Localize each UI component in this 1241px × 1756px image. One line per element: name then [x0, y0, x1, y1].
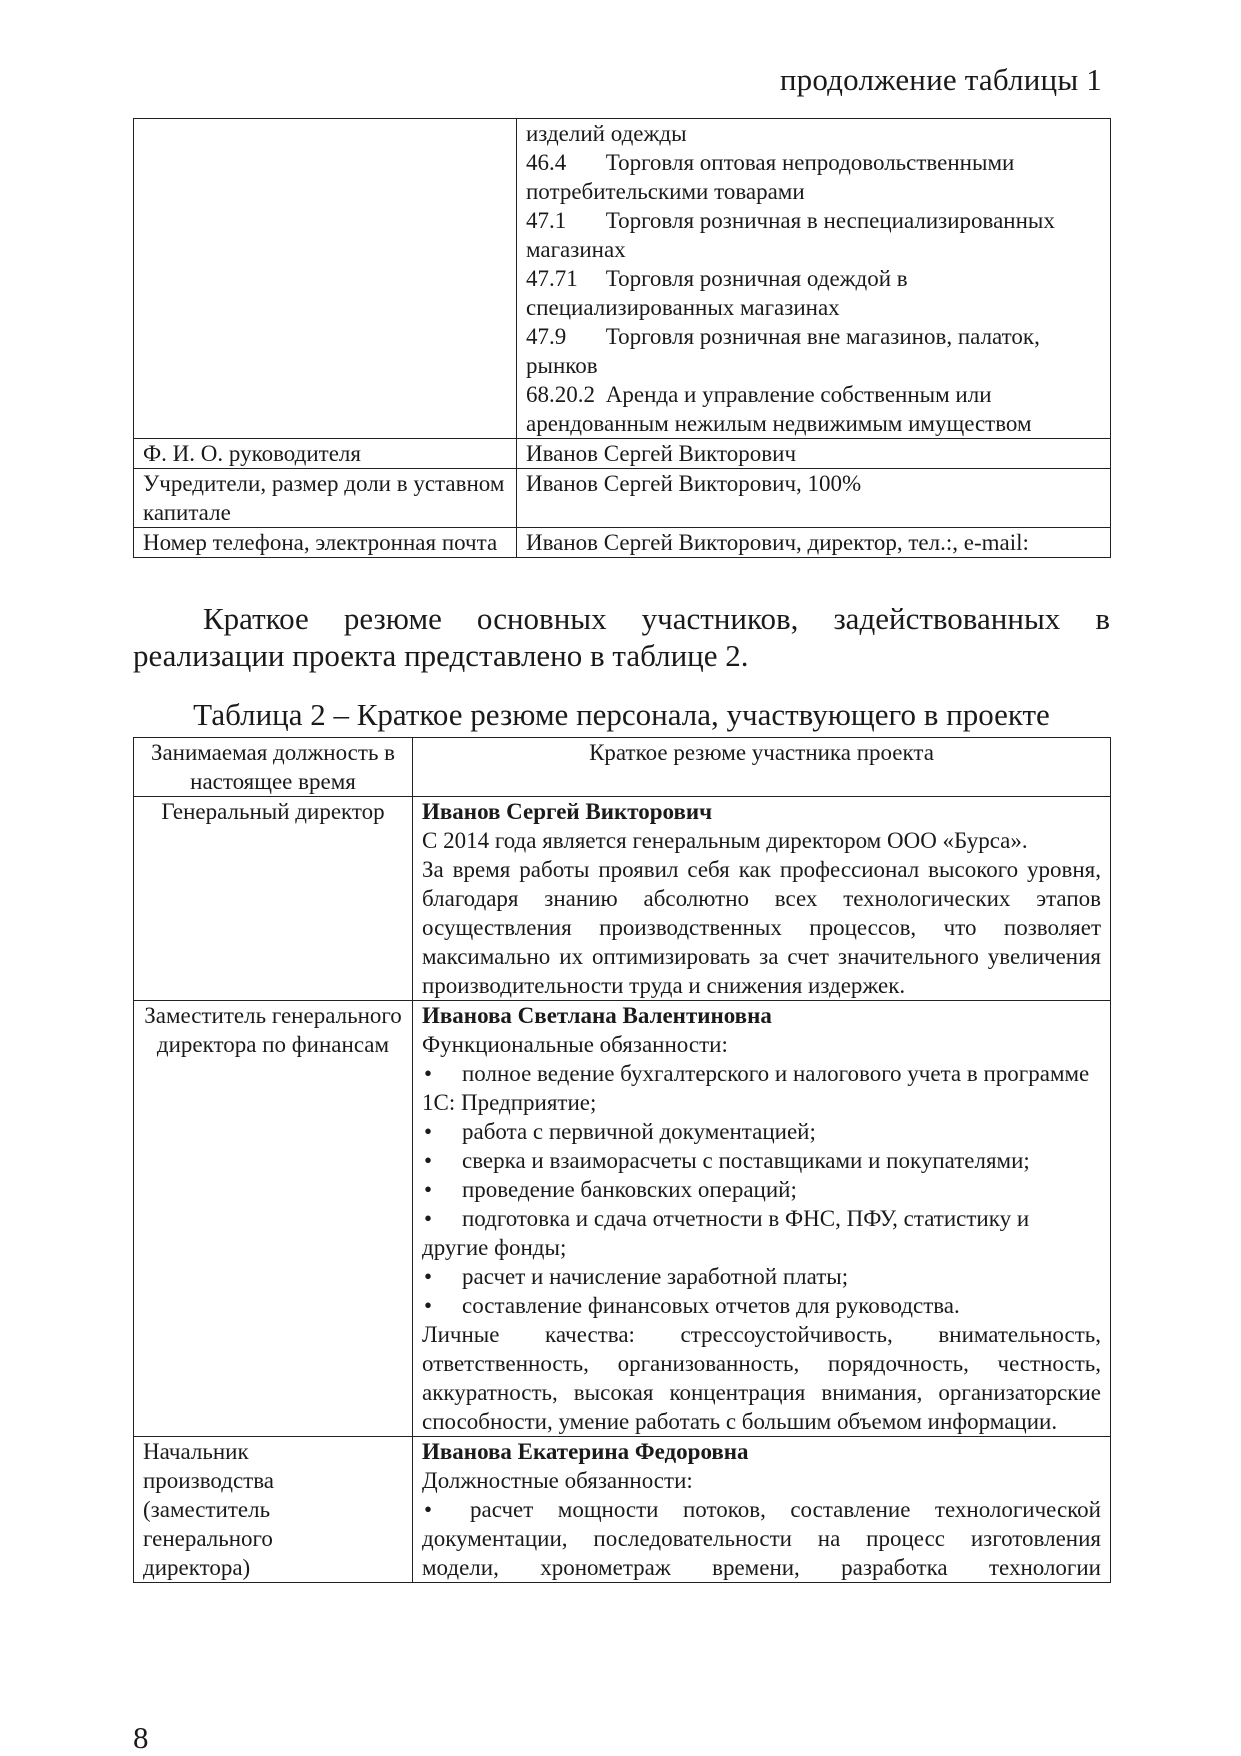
- okved-text: Торговля розничная одеждой в специализированных магазинах: [526, 266, 908, 320]
- okved-text: Торговля розничная в неспециализированных магазинах: [526, 208, 1055, 262]
- table-2-personnel: [133, 737, 1111, 1583]
- bullet-icon: •: [424, 1264, 433, 1289]
- list-item-text: работа с первичной документацией;: [462, 1119, 816, 1144]
- table-row: [134, 797, 1111, 1001]
- okved-code: 47.1: [526, 208, 567, 233]
- okved-text: Торговля оптовая непродовольственными потребительскими товарами: [526, 150, 1015, 204]
- resume-text: За время работы проявил себя как профессионал высокого уровня, благодаря знанию абсолютно всех технологических этапов осуществления производственных процессов, что позволяет максимально их оптимизировать за счет значительного увеличения производительности труда и снижения издержек.: [422, 857, 1101, 998]
- personal-qualities: Личные качества: стрессоустойчивость, внимательность, ответственность, организованность, порядочность, честность, аккуратность, высокая концентрация внимания, организаторские способности, умение работать с большим объемом информации.: [422, 1322, 1101, 1434]
- position-cell: Генеральный директор: [134, 797, 413, 1001]
- duties-title: Функциональные обязанности:: [422, 1032, 728, 1057]
- bullet-icon: •: [424, 1206, 433, 1231]
- okved-code: 46.4: [526, 150, 567, 175]
- table-row: [134, 1437, 1111, 1583]
- okved-item: [526, 264, 1101, 322]
- duties-title: Должностные обязанности:: [422, 1468, 693, 1493]
- bullet-icon: •: [424, 1119, 433, 1144]
- okved-item: [526, 380, 1101, 438]
- okved-text: Торговля розничная вне магазинов, палаток, рынков: [526, 324, 1040, 378]
- list-item: [422, 1175, 1101, 1204]
- continuation-label: продолжение таблицы 1: [779, 62, 1102, 97]
- position-cell: Начальник производства (заместитель генерального директора): [134, 1437, 413, 1583]
- resume-line: С 2014 года является генеральным директором ООО «Бурса».: [422, 828, 1028, 853]
- bullet-icon: •: [424, 1497, 433, 1522]
- list-item-text: проведение банковских операций;: [462, 1177, 797, 1202]
- okved-code: 47.71: [526, 266, 578, 291]
- okved-list: [517, 119, 1111, 439]
- column-header-position: Занимаемая должность в настоящее время: [134, 738, 413, 797]
- table-2-caption: Таблица 2 – Краткое резюме персонала, участвующего в проекте: [193, 697, 1050, 732]
- okved-text: изделий одежды: [526, 121, 687, 146]
- table-row: [134, 119, 1111, 439]
- okved-text: Аренда и управление собственным или арендованным нежилым недвижимым имуществом: [526, 382, 1032, 436]
- okved-item: [526, 119, 1101, 148]
- body-paragraph: [133, 600, 1110, 674]
- list-item: [422, 1291, 1101, 1320]
- okved-code: 47.9: [526, 324, 567, 349]
- duty-item: [422, 1495, 1101, 1582]
- duties-list: [422, 1059, 1101, 1320]
- resume-cell: [413, 1437, 1111, 1583]
- row-label: Учредители, размер доли в уставном капитале: [134, 469, 517, 528]
- table-row: [134, 1001, 1111, 1437]
- okved-item: [526, 206, 1101, 264]
- list-item: [422, 1204, 1101, 1262]
- table-row: [134, 439, 1111, 469]
- table-row: [134, 528, 1111, 558]
- bullet-icon: •: [424, 1061, 433, 1086]
- okved-code: 68.20.2: [526, 382, 595, 407]
- list-item: [422, 1146, 1101, 1175]
- bullet-icon: •: [424, 1293, 433, 1318]
- resume-cell: [413, 797, 1111, 1001]
- bullet-icon: •: [424, 1148, 433, 1173]
- list-item-text: расчет и начисление заработной платы;: [462, 1264, 849, 1289]
- table-1-continuation: [133, 118, 1111, 558]
- column-header-resume: Краткое резюме участника проекта: [413, 738, 1111, 797]
- person-name: Иванова Екатерина Федоровна: [422, 1439, 749, 1464]
- table-header-row: [134, 738, 1111, 797]
- row-label: Номер телефона, электронная почта: [134, 528, 517, 558]
- resume-cell: [413, 1001, 1111, 1437]
- person-name: Иванова Светлана Валентиновна: [422, 1003, 772, 1028]
- list-item: [422, 1117, 1101, 1146]
- list-item-text: составление финансовых отчетов для руководства.: [462, 1293, 960, 1318]
- duty-text: расчет мощности потоков, составление технологической документации, последовательности на процесс изготовления модели, хронометраж времени, разработка технологии: [422, 1497, 1101, 1580]
- table-row: [134, 469, 1111, 528]
- paragraph-text: Краткое резюме основных участников, задействованных в реализации проекта представлено в таблице 2.: [133, 601, 1110, 673]
- bullet-icon: •: [424, 1177, 433, 1202]
- okved-item: [526, 148, 1101, 206]
- position-cell: Заместитель генерального директора по финансам: [134, 1001, 413, 1437]
- list-item: [422, 1262, 1101, 1291]
- list-item-text: сверка и взаиморасчеты с поставщиками и покупателями;: [462, 1148, 1030, 1173]
- row-value: Иванов Сергей Викторович, 100%: [517, 469, 1111, 528]
- row-value: Иванов Сергей Викторович: [517, 439, 1111, 469]
- list-item-text: подготовка и сдача отчетности в ФНС, ПФУ, статистику и другие фонды;: [422, 1206, 1030, 1260]
- list-item: [422, 1059, 1101, 1117]
- page-number: 8: [133, 1720, 149, 1755]
- okved-item: [526, 322, 1101, 380]
- list-item-text: полное ведение бухгалтерского и налогового учета в программе 1С: Предприятие;: [422, 1061, 1090, 1115]
- row-label: Ф. И. О. руководителя: [134, 439, 517, 469]
- row-value: Иванов Сергей Викторович, директор, тел.:, e-mail:: [517, 528, 1111, 558]
- table-cell-empty: [134, 119, 517, 439]
- person-name: Иванов Сергей Викторович: [422, 799, 713, 824]
